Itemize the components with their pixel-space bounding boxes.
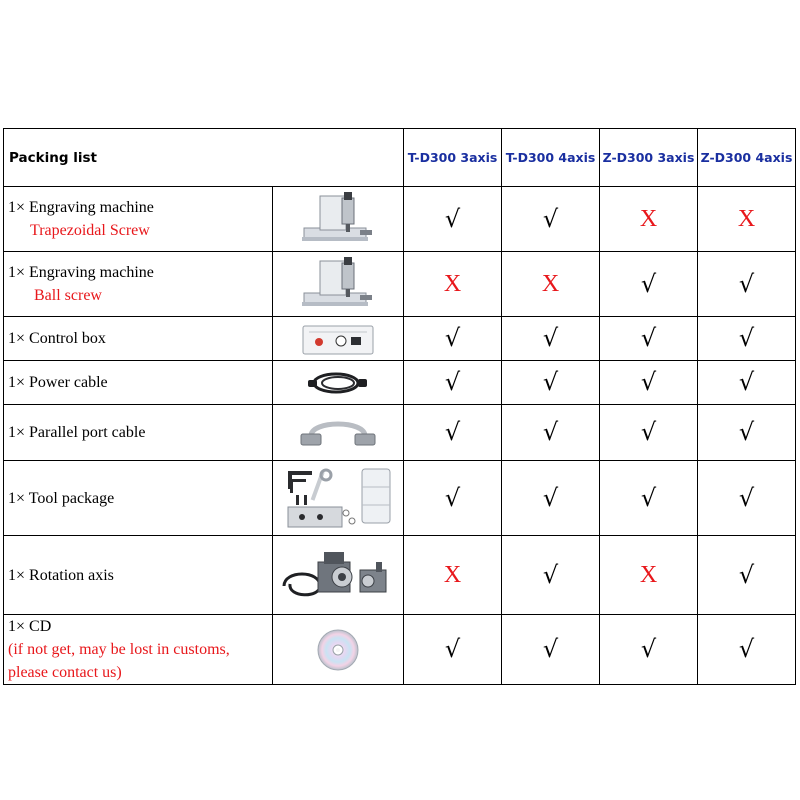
- mark-t-d300-4axis: [502, 317, 600, 361]
- item-label: 1× Parallel port cable: [8, 424, 146, 441]
- model-header-z-d300-4axis: Z-D300 4axis: [698, 129, 796, 187]
- cd-image: [273, 615, 404, 685]
- item-cell: [4, 536, 273, 615]
- cross-mark: X: [639, 206, 658, 232]
- mark-z-d300-3axis: [600, 252, 698, 317]
- check-mark: √: [640, 483, 657, 512]
- item-sub-label: Ball screw: [34, 287, 102, 304]
- mark-z-d300-3axis: [600, 536, 698, 615]
- item-label: 1× Tool package: [8, 489, 115, 507]
- check-mark: √: [640, 418, 657, 446]
- check-mark: √: [542, 635, 559, 663]
- mark-t-d300-4axis: [502, 361, 600, 405]
- check-mark: √: [542, 418, 559, 446]
- mark-z-d300-3axis: [600, 615, 698, 685]
- check-mark: √: [444, 368, 461, 396]
- mark-t-d300-3axis: [404, 317, 502, 361]
- check-mark: √: [542, 324, 559, 352]
- mark-z-d300-3axis: [600, 317, 698, 361]
- item-label: 1× Engraving machine: [8, 199, 154, 216]
- check-mark: √: [640, 269, 657, 298]
- check-mark: √: [444, 204, 461, 233]
- mark-t-d300-4axis: [502, 252, 600, 317]
- item-cell: [4, 252, 273, 317]
- packing-list-table: [3, 128, 796, 685]
- check-mark: √: [738, 483, 755, 512]
- table-row: [4, 187, 796, 252]
- check-mark: √: [738, 418, 755, 446]
- item-cell: [4, 461, 273, 536]
- mark-t-d300-4axis: [502, 536, 600, 615]
- check-mark: √: [444, 483, 461, 512]
- item-note-line: please contact us): [8, 664, 122, 681]
- mark-t-d300-3axis: [404, 252, 502, 317]
- check-mark: √: [738, 324, 755, 352]
- mark-z-d300-3axis: [600, 405, 698, 461]
- rotation-axis-image: [273, 536, 404, 615]
- table-row: [4, 405, 796, 461]
- cross-mark: X: [541, 271, 560, 297]
- check-mark: √: [640, 635, 657, 663]
- check-mark: √: [444, 418, 461, 446]
- mark-t-d300-3axis: [404, 615, 502, 685]
- item-label: 1× CD: [8, 618, 52, 635]
- mark-t-d300-4axis: [502, 187, 600, 252]
- mark-t-d300-3axis: [404, 187, 502, 252]
- packing-list-title: Packing list: [4, 129, 404, 187]
- mark-z-d300-4axis: [698, 252, 796, 317]
- mark-t-d300-4axis: [502, 461, 600, 536]
- mark-z-d300-4axis: [698, 317, 796, 361]
- model-header-z-d300-3axis: Z-D300 3axis: [600, 129, 698, 187]
- item-cell: [4, 361, 273, 405]
- mark-t-d300-3axis: [404, 405, 502, 461]
- check-mark: √: [640, 324, 657, 352]
- mark-z-d300-4axis: [698, 187, 796, 252]
- power-cable-image: [273, 361, 404, 405]
- model-header-t-d300-4axis: T-D300 4axis: [502, 129, 600, 187]
- cross-mark: X: [443, 271, 462, 297]
- mark-z-d300-3axis: [600, 361, 698, 405]
- mark-t-d300-3axis: [404, 461, 502, 536]
- item-cell: [4, 405, 273, 461]
- check-mark: √: [444, 635, 461, 663]
- cross-mark: X: [737, 206, 756, 232]
- header-row: [4, 129, 796, 187]
- item-note-line: (if not get, may be lost in customs,: [8, 641, 230, 658]
- check-mark: √: [542, 483, 559, 512]
- mark-z-d300-3axis: [600, 187, 698, 252]
- item-label: 1× Power cable: [8, 374, 108, 391]
- table-row: [4, 252, 796, 317]
- engraving-machine-ballscrew-image: [273, 252, 404, 317]
- mark-z-d300-4axis: [698, 405, 796, 461]
- mark-t-d300-3axis: [404, 361, 502, 405]
- item-label: 1× Control box: [8, 330, 106, 347]
- item-label: 1× Engraving machine: [8, 264, 154, 281]
- mark-z-d300-4axis: [698, 536, 796, 615]
- check-mark: √: [640, 368, 657, 396]
- control-box-image: [273, 317, 404, 361]
- check-mark: √: [542, 368, 559, 396]
- table-row: [4, 615, 796, 685]
- check-mark: √: [738, 368, 755, 396]
- item-cell: [4, 187, 273, 252]
- table-row: [4, 536, 796, 615]
- mark-z-d300-3axis: [600, 461, 698, 536]
- mark-t-d300-4axis: [502, 405, 600, 461]
- parallel-port-cable-image: [273, 405, 404, 461]
- check-mark: √: [738, 560, 755, 589]
- tool-package-image: [273, 461, 404, 536]
- table-row: [4, 461, 796, 536]
- item-cell: [4, 317, 273, 361]
- mark-z-d300-4axis: [698, 361, 796, 405]
- check-mark: √: [542, 204, 559, 233]
- check-mark: √: [542, 560, 559, 589]
- mark-z-d300-4axis: [698, 461, 796, 536]
- item-cell: [4, 615, 273, 685]
- mark-t-d300-4axis: [502, 615, 600, 685]
- check-mark: √: [738, 269, 755, 298]
- table-row: [4, 361, 796, 405]
- cross-mark: X: [639, 562, 658, 588]
- item-label: 1× Rotation axis: [8, 566, 114, 584]
- table-row: [4, 317, 796, 361]
- model-header-t-d300-3axis: T-D300 3axis: [404, 129, 502, 187]
- item-sub-label: Trapezoidal Screw: [30, 222, 150, 239]
- engraving-machine-trapezoidal-image: [273, 187, 404, 252]
- mark-z-d300-4axis: [698, 615, 796, 685]
- cross-mark: X: [443, 562, 462, 588]
- check-mark: √: [738, 635, 755, 663]
- mark-t-d300-3axis: [404, 536, 502, 615]
- check-mark: √: [444, 324, 461, 352]
